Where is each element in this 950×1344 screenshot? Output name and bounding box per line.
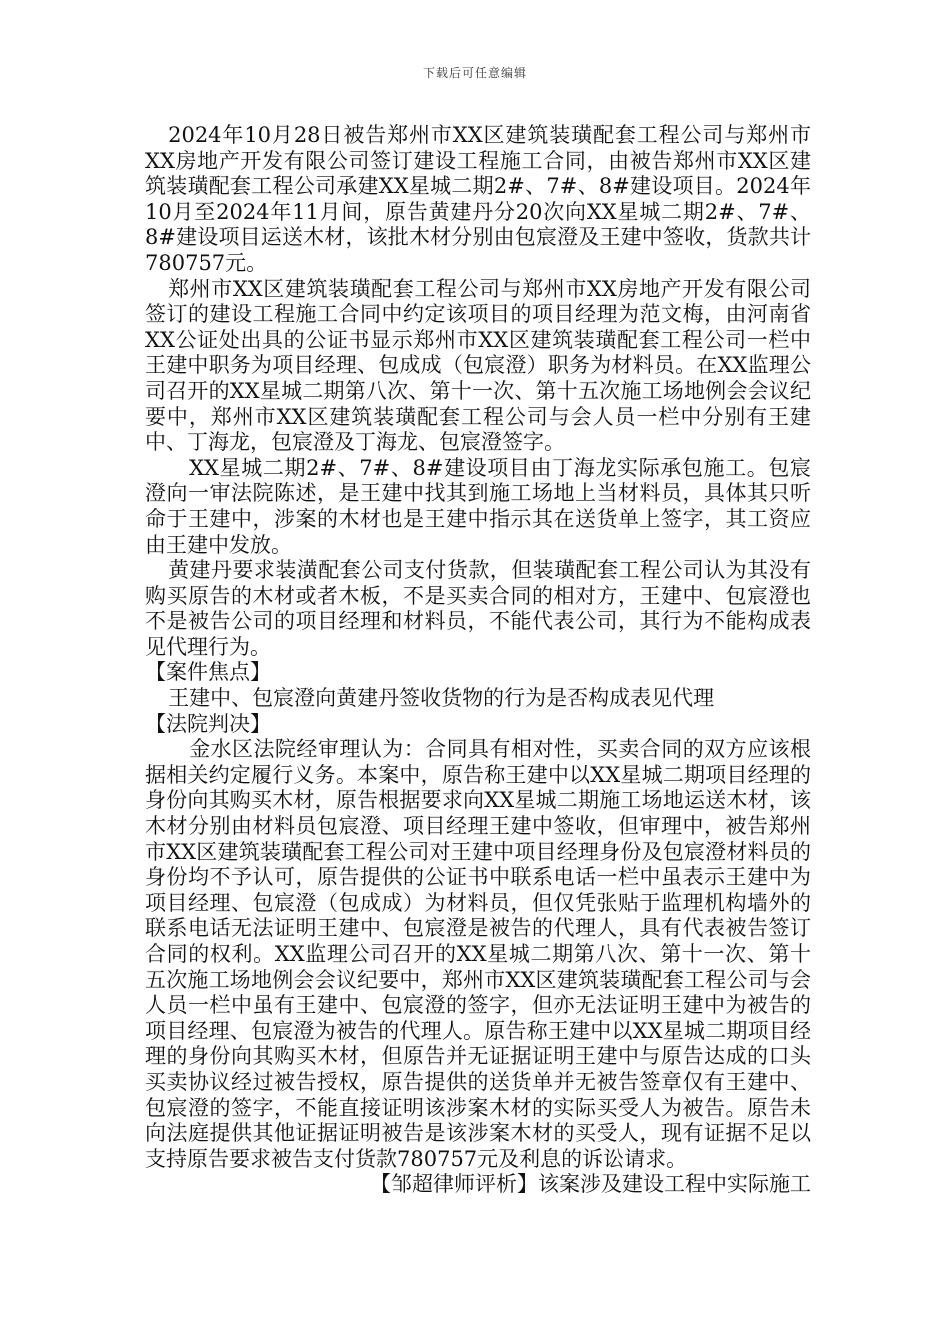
page-header: 下载后可任意编辑 — [422, 66, 527, 80]
heading-court-judgment: 【法院判决】 — [145, 711, 271, 736]
paragraph-case-focus: 王建中、包宸澄向黄建丹签收货物的行为是否构成表见代理 — [168, 686, 715, 711]
document-body — [145, 123, 811, 1198]
heading-case-focus: 【案件焦点】 — [145, 660, 271, 685]
paragraph-court-judgment: 金水区法院经审理认为：合同具有相对性，买卖合同的双方应该根据相关约定履行义务。本案中，原告称王建中以XX星城二期项目经理的身份向其购买木材，原告根据要求向XX星城二期施工场地运送木材，该木材分别由材料员包宸澄、项目经理王建中签收，但审理中，被告郑州市XX区建筑装璜配套工程公司对王建中项目经理身份及包宸澄材料员的身份均不予认可，原告提供的公证书中联系电话一栏中虽表示王建中为项目经理、包宸澄（包成成）为材料员，但仅凭张贴于监理机构墙外的联系电话无法证明王建中、包宸澄是被告的代理人，具有代表被告签订合同的权利。XX监理公司召开的XX星城二期第八次、第十一次、第十五次施工场地例会会议纪要中，郑州市XX区建筑装璜配套工程公司与会人员一栏中虽有王建中、包宸澄的签字，但亦无法证明王建中为被告的项目经理、包宸澄为被告的代理人。原告称王建中以XX星城二期项目经理的身份向其购买木材，但原告并无证据证明王建中与原告达成的口头买卖协议经过被告授权，原告提供的送货单并无被告签章仅有王建中、包宸澄的签字，不能直接证明该涉案木材的实际买受人为被告。原告未向法庭提供其他证据证明被告是该涉案木材的买受人，现有证据不足以支持原告要求被告支付货款780757元及利息的诉讼请求。 — [145, 737, 811, 1171]
paragraph-contract-details: 郑州市XX区建筑装璜配套工程公司与郑州市XX房地产开发有限公司签订的建设工程施工合同中约定该项目的项目经理为范文梅，由河南省XX公证处出具的公证书显示郑州市XX区建筑装璜配套工程公司一栏中王建中职务为项目经理、包成成（包宸澄）职务为材料员。在XX监理公司召开的XX星城二期第八次、第十一次、第十五次施工场地例会会议纪要中，郑州市XX区建筑装璜配套工程公司与会人员一栏中分别有王建中、丁海龙，包宸澄及丁海龙、包宸澄签字。 — [145, 276, 811, 455]
paragraph-lawyer-commentary: 【邹超律师评析】该案涉及建设工程中实际施工 — [370, 1172, 811, 1197]
paragraph-contractor-statement: XX星城二期2#、7#、8#建设项目由丁海龙实际承包施工。包宸澄向一审法院陈述，是王建中找其到施工场地上当材料员，具体其只听命于王建中，涉案的木材也是王建中指示其在送货单上签字，其工资应由王建中发放。 — [145, 455, 811, 557]
paragraph-payment-dispute: 黄建丹要求装潢配套公司支付货款，但装璜配套工程公司认为其没有购买原告的木材或者木板，不是买卖合同的相对方，王建中、包宸澄也不是被告公司的项目经理和材料员，不能代表公司，其行为不能构成表见代理行为。 — [145, 558, 811, 659]
paragraph-case-facts: 2024年10月28日被告郑州市XX区建筑装璜配套工程公司与郑州市XX房地产开发有限公司签订建设工程施工合同，由被告郑州市XX区建筑装璜配套工程公司承建XX星城二期2#、7#、8#建设项目。2024年10月至2024年11月间，原告黄建丹分20次向XX星城二期2#、7#、8#建设项目运送木材，该批木材分别由包宸澄及王建中签收，货款共计780757元。 — [145, 123, 811, 275]
